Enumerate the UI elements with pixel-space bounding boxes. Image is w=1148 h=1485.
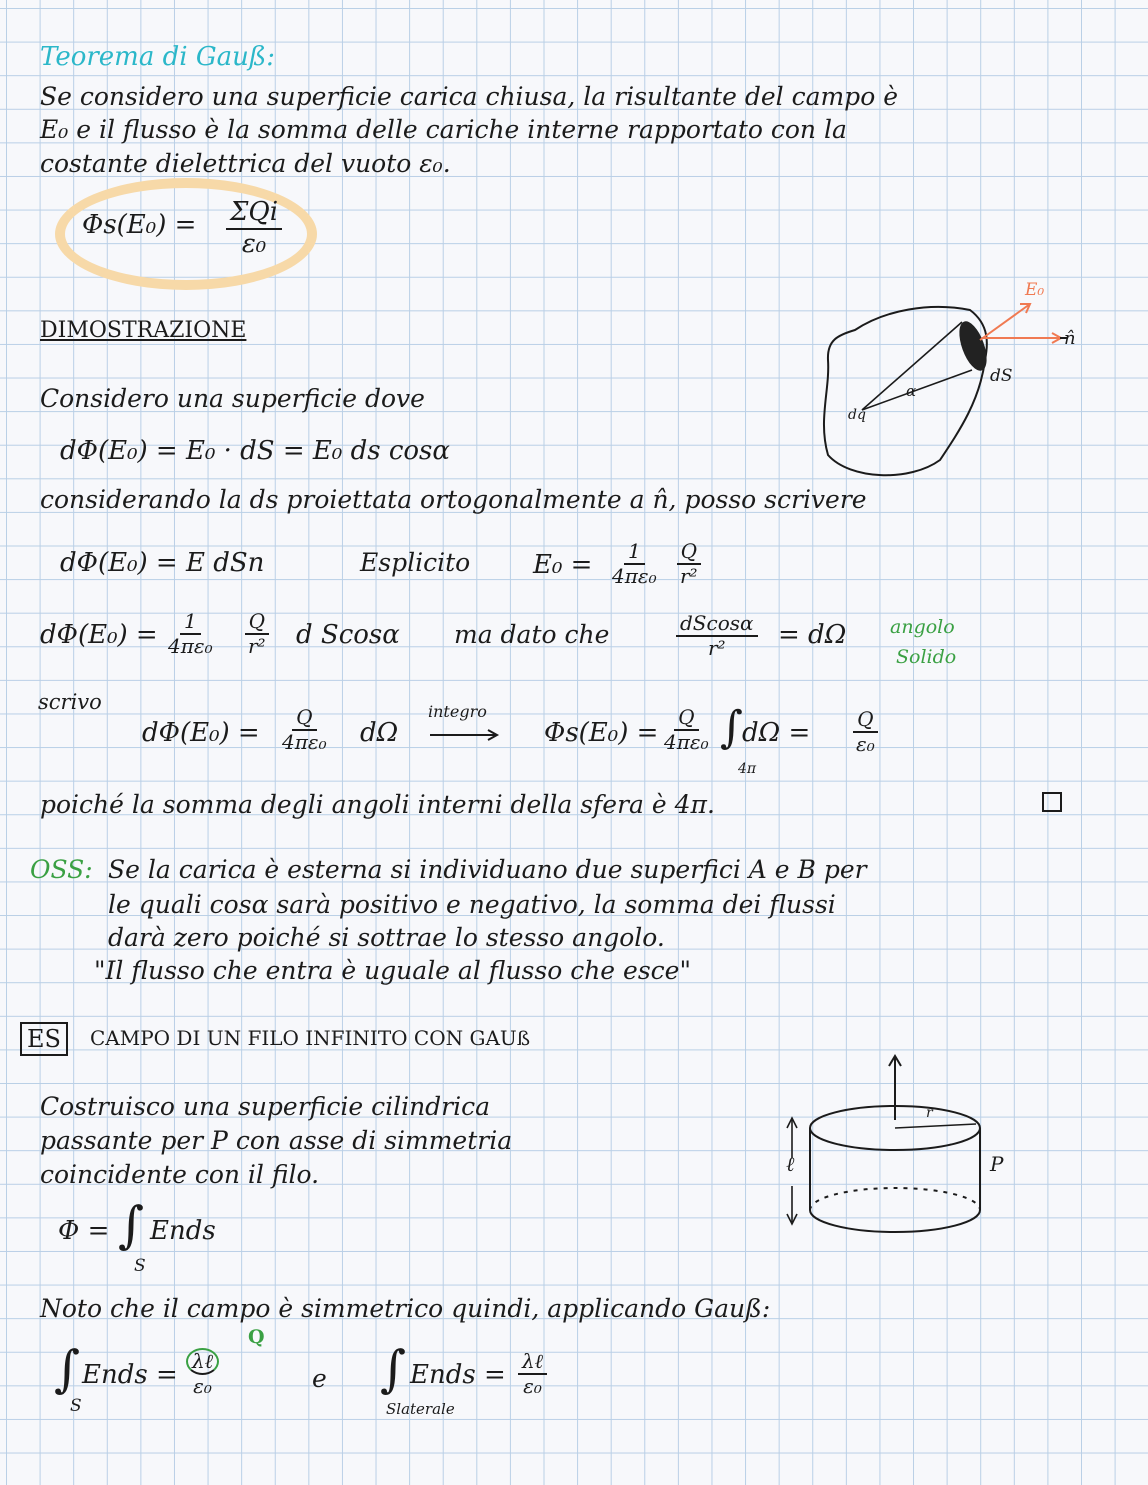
- line6-rhs-mid: dΩ =: [742, 718, 811, 748]
- cylinder-bottom-front: [810, 1210, 980, 1232]
- int2-frac-num: λℓ: [518, 1350, 547, 1375]
- normal-vector-label: n̂: [1064, 328, 1076, 349]
- e0-vector-arrow: [980, 304, 1030, 340]
- solid-frac-den: r²: [707, 636, 726, 660]
- line5-frac-1-num: 1: [180, 610, 201, 635]
- line5-frac-2: [244, 610, 270, 658]
- integro-arrow: [430, 728, 502, 742]
- integro-label: integro: [428, 702, 487, 721]
- radius-line: [895, 1124, 976, 1128]
- cone-line-bottom: [862, 370, 972, 410]
- ds-label: dS: [990, 366, 1013, 386]
- esplicito-label: Esplicito: [360, 548, 471, 577]
- es-line-1: Costruisco una superficie cilindrica: [40, 1092, 491, 1121]
- dim-line-3: considerando la ds proiettata ortogonalmente a n̂, posso scrivere: [40, 485, 867, 514]
- oss-line-4: "Il flusso che entra è uguale al flusso che esce": [94, 956, 691, 985]
- oss-line-2: le quali cosα sarà positivo e negativo, la somma dei flussi: [108, 890, 836, 919]
- line6-rhs-frac-2: [852, 708, 879, 756]
- line5-tail: d Scosα: [296, 620, 400, 650]
- alpha-label: α: [906, 382, 917, 400]
- height-label: ℓ: [786, 1152, 795, 1176]
- line6-rhs-integral: ∫: [720, 702, 743, 753]
- dim-line-5-lhs: dΦ(E₀) =: [40, 620, 158, 650]
- int1-frac-den: ε₀: [193, 1374, 212, 1398]
- int1-frac: [186, 1348, 219, 1398]
- phi-integral: ∫: [118, 1196, 145, 1254]
- intro-line-2: E₀ e il flusso è la somma delle cariche interne rapportato con la: [40, 115, 847, 144]
- int2-integral: ∫: [380, 1340, 407, 1398]
- line6-rhs-frac2-num: Q: [853, 708, 877, 733]
- cylinder-bottom-back: [810, 1188, 980, 1210]
- line5-frac-1-den: 4πε₀: [168, 634, 213, 658]
- line6-rhs-frac-num: Q: [674, 706, 698, 731]
- solid-tail: = dΩ: [778, 620, 847, 650]
- line5-frac-2-den: r²: [248, 634, 266, 658]
- int2-frac: [518, 1350, 547, 1398]
- int2-body: Ends =: [410, 1360, 506, 1390]
- angolo-label: angolo: [890, 616, 955, 638]
- line6-frac-den: 4πε₀: [282, 730, 327, 754]
- int1-sub: S: [70, 1396, 82, 1416]
- line6-rhs-lhs: Φs(E₀) =: [544, 718, 659, 748]
- line6-lhs: dΦ(E₀) =: [142, 718, 260, 748]
- phi-sub: S: [134, 1256, 146, 1276]
- and-label: e: [312, 1364, 327, 1393]
- oss-line-3: darà zero poiché si sottrae lo stesso angolo.: [108, 923, 665, 952]
- solido-label: Solido: [896, 646, 957, 668]
- e0-frac-2-num: Q: [677, 540, 701, 565]
- dim-line-4: dΦ(E₀) = E dSn: [60, 548, 265, 578]
- main-formula-fraction: [226, 198, 282, 260]
- ma-dato-che: ma dato che: [454, 620, 610, 649]
- es-line-2: passante per P con asse di simmetria: [40, 1126, 513, 1155]
- e0-frac-2: [676, 540, 702, 588]
- es-box: ES: [20, 1022, 68, 1056]
- oss-line-1: Se la carica è esterna si individuano due superfici A e B per: [108, 855, 867, 884]
- line6-rhs-sub: 4π: [738, 761, 757, 777]
- line6-frac-num: Q: [292, 706, 316, 731]
- int2-frac-den: ε₀: [523, 1374, 542, 1398]
- solid-angle-frac: [676, 612, 758, 660]
- intro-line-1: Se considero una superficie carica chiusa, la risultante del campo è: [40, 82, 898, 111]
- scrivo-label: scrivo: [38, 690, 102, 714]
- main-formula-lhs: Φs(E₀) =: [82, 210, 197, 240]
- e0-frac-2-den: r²: [680, 564, 698, 588]
- int2-sub: Slaterale: [386, 1400, 455, 1418]
- cylinder-diagram: [780, 1050, 1010, 1240]
- line6-frac: [278, 706, 331, 754]
- dq-label: dq: [848, 407, 866, 423]
- e0-frac-1-den: 4πε₀: [612, 564, 657, 588]
- int1-frac-num: λℓ: [186, 1348, 219, 1375]
- dim-line-1: Considero una superficie dove: [40, 384, 425, 413]
- page-title: Teorema di Gauß:: [40, 42, 275, 72]
- es-line-3: coincidente con il filo.: [40, 1160, 320, 1189]
- e0-vector-label: E₀: [1025, 280, 1045, 300]
- int1-body: Ends =: [82, 1360, 178, 1390]
- section-dimostrazione: DIMOSTRAZIONE: [40, 318, 247, 343]
- noto-line: Noto che il campo è simmetrico quindi, applicando Gauß:: [40, 1294, 771, 1323]
- line6-rhs-frac-den: 4πε₀: [664, 730, 709, 754]
- es-title: CAMPO DI UN FILO INFINITO CON GAUß: [90, 1026, 531, 1050]
- oss-label: OSS:: [30, 855, 93, 884]
- e0-frac-1: [608, 540, 661, 588]
- qed-square-icon: [1042, 792, 1062, 812]
- line6-tail: dΩ: [360, 718, 399, 748]
- int1-integral: ∫: [54, 1340, 81, 1398]
- gauss-surface-diagram: [810, 270, 1110, 490]
- radius-label: r: [926, 1105, 933, 1121]
- e0-frac-1-num: 1: [624, 540, 645, 565]
- dim-line-2: dΦ(E₀) = E₀ · dS = E₀ ds cosα: [60, 436, 450, 466]
- dim-line-7: poiché la somma degli angoli interni della sfera è 4π.: [40, 790, 715, 819]
- p-label: P: [990, 1152, 1004, 1176]
- main-formula-den: ε₀: [241, 228, 267, 259]
- solid-frac-num: dScosα: [676, 612, 758, 637]
- line6-rhs-frac: [660, 706, 713, 754]
- line5-frac-1: [164, 610, 217, 658]
- phi-lhs: Φ =: [58, 1216, 110, 1246]
- line5-frac-2-num: Q: [245, 610, 269, 635]
- e0-lhs: E₀ =: [533, 550, 593, 580]
- q-label: Q: [248, 1326, 265, 1348]
- intro-line-3: costante dielettrica del vuoto ε₀.: [40, 149, 451, 178]
- phi-body: Ends: [150, 1216, 216, 1246]
- main-formula-num: ΣQi: [226, 198, 282, 230]
- line6-rhs-frac2-den: ε₀: [856, 732, 875, 756]
